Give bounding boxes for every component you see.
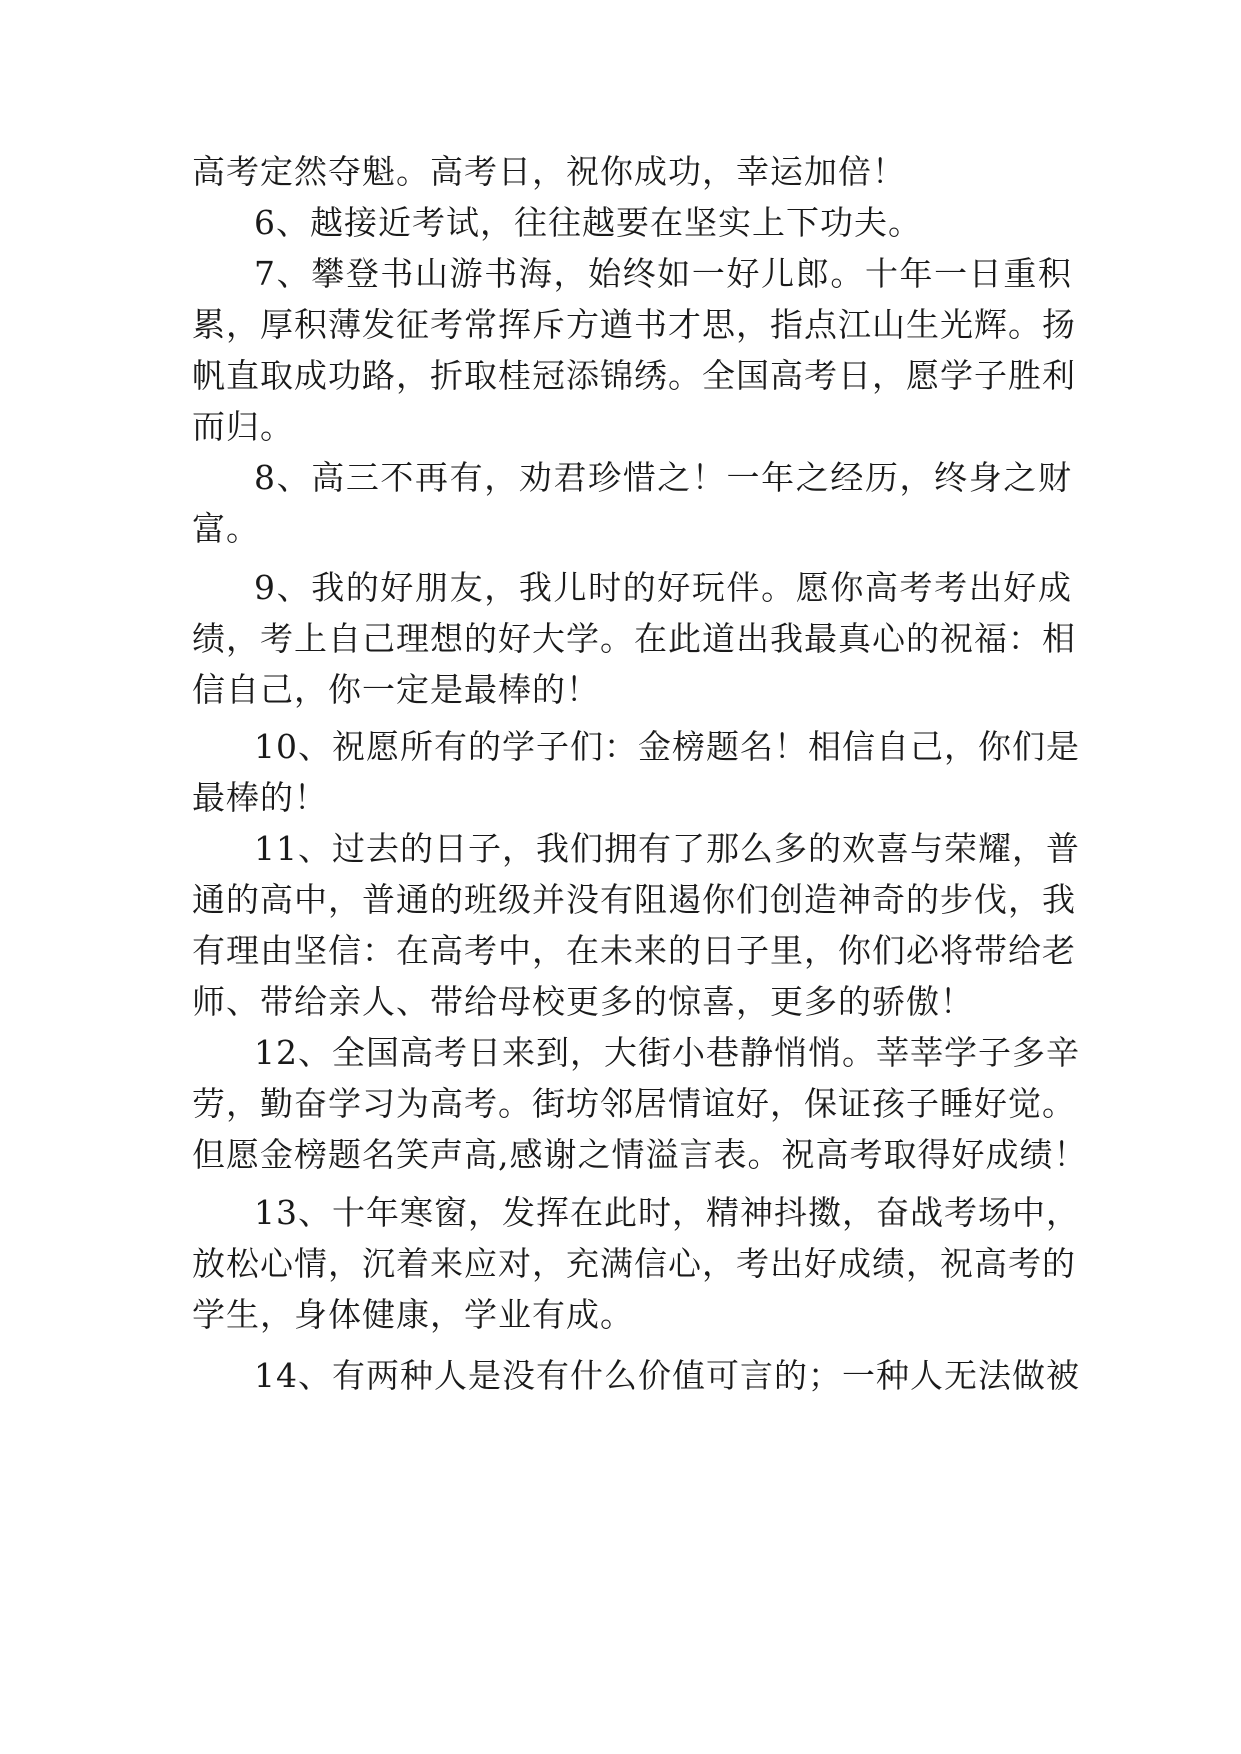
text-line: 14、有两种人是没有什么价值可言的；一种人无法做被: [254, 1356, 1080, 1395]
text-line: 7、攀登书山游书海，始终如一好儿郎。十年一日重积: [254, 254, 1072, 293]
text-line: 师、带给亲人、带给母校更多的惊喜，更多的骄傲！: [192, 982, 974, 1021]
text-line: 13、十年寒窗，发挥在此时，精神抖擞，奋战考场中，: [254, 1193, 1080, 1232]
text-line: 而归。: [192, 407, 294, 446]
text-line: 6、越接近考试，往往越要在坚实上下功夫。: [254, 203, 922, 242]
text-line: 但愿金榜题名笑声高,感谢之情溢言表。祝高考取得好成绩！: [192, 1135, 1088, 1174]
text-line: 11、过去的日子，我们拥有了那么多的欢喜与荣耀，普: [254, 829, 1080, 868]
text-line: 累，厚积薄发征考常挥斥方遒书才思，指点江山生光辉。扬: [192, 305, 1076, 344]
text-line: 帆直取成功路，折取桂冠添锦绣。全国高考日，愿学子胜利: [192, 356, 1076, 395]
text-line: 8、高三不再有，劝君珍惜之！一年之经历，终身之财: [254, 458, 1072, 497]
text-line: 最棒的！: [192, 778, 328, 817]
text-line: 高考定然夺魁。高考日，祝你成功，幸运加倍！: [192, 152, 906, 191]
text-line: 学生，身体健康，学业有成。: [192, 1295, 634, 1334]
text-line: 12、全国高考日来到，大街小巷静悄悄。莘莘学子多辛: [254, 1033, 1080, 1072]
text-line: 绩，考上自己理想的好大学。在此道出我最真心的祝福：相: [192, 619, 1076, 658]
text-line: 放松心情，沉着来应对，充满信心，考出好成绩，祝高考的: [192, 1244, 1076, 1283]
text-line: 富。: [192, 509, 260, 548]
text-line: 信自己，你一定是最棒的！: [192, 670, 600, 709]
text-line: 劳，勤奋学习为高考。街坊邻居情谊好，保证孩子睡好觉。: [192, 1084, 1076, 1123]
text-line: 通的高中，普通的班级并没有阻遏你们创造神奇的步伐，我: [192, 880, 1076, 919]
text-line: 有理由坚信：在高考中，在未来的日子里，你们必将带给老: [192, 931, 1076, 970]
text-line: 9、我的好朋友，我儿时的好玩伴。愿你高考考出好成: [254, 568, 1072, 607]
text-line: 10、祝愿所有的学子们：金榜题名！相信自己，你们是: [254, 727, 1080, 766]
